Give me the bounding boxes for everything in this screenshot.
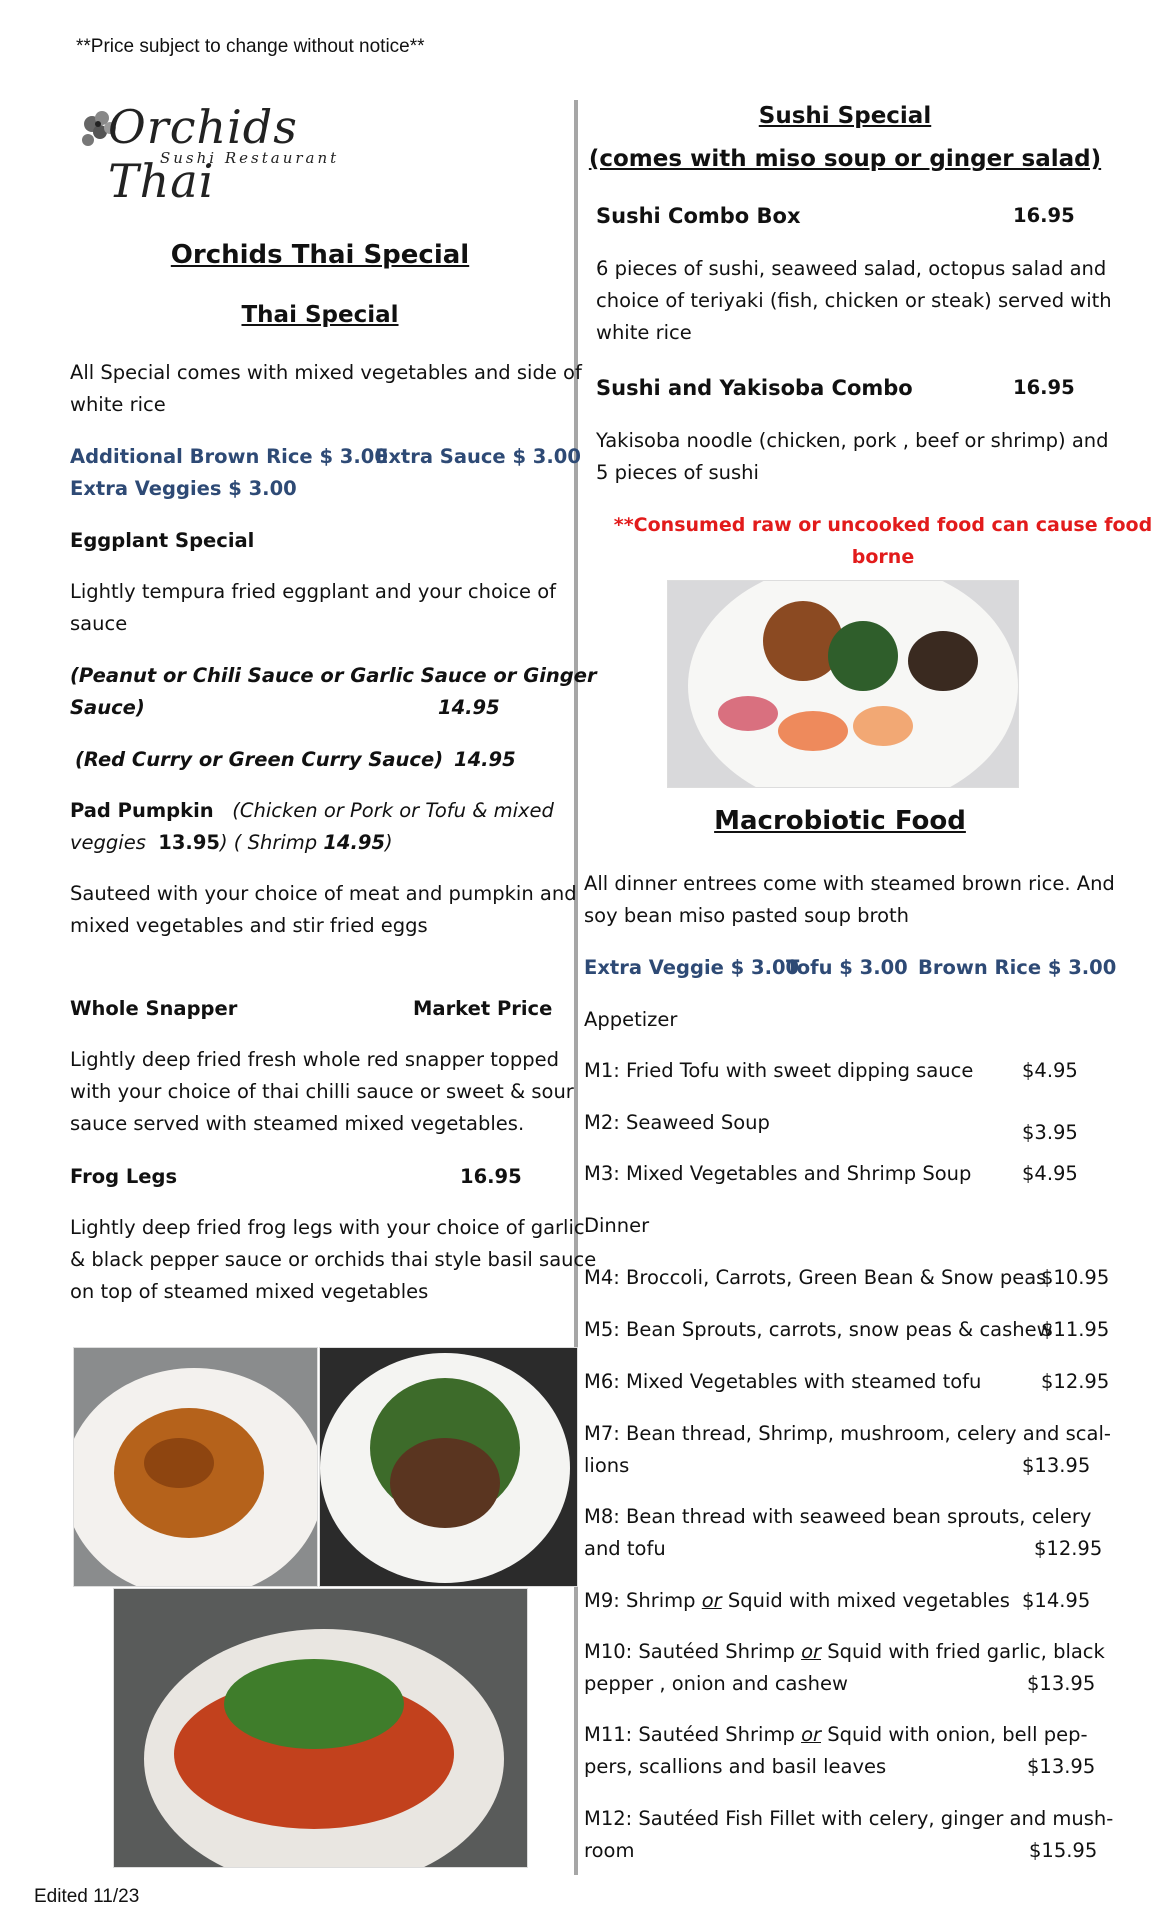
sushi-plate-photo	[667, 580, 1019, 788]
m7-price: $13.95	[1022, 1454, 1091, 1477]
fried-snapper-photo	[113, 1588, 528, 1868]
m2-name: M2: Seaweed Soup	[584, 1111, 770, 1134]
sushi-combo-box-name: Sushi Combo Box	[596, 204, 801, 228]
sushi-special-title: Sushi Special (comes with miso soup or ginger salad)	[588, 103, 1102, 172]
eggplant-option-1-price: 14.95	[438, 696, 500, 719]
eggplant-name: Eggplant Special	[70, 529, 255, 552]
m9-price: $14.95	[1022, 1589, 1091, 1612]
m12-name: M12: Sautéed Fish Fillet with celery, ginger and mush- room	[584, 1807, 1114, 1862]
m10-name: M10: Sautéed Shrimp or Squid with fried garlic, black pepper , onion and cashew	[584, 1640, 1105, 1695]
m1-price: $4.95	[1022, 1059, 1078, 1082]
whole-snapper-name: Whole Snapper	[70, 997, 238, 1020]
sushi-yakisoba-price: 16.95	[1013, 376, 1075, 399]
curry-dish-photo	[73, 1347, 318, 1587]
m3-name: M3: Mixed Vegetables and Shrimp Soup	[584, 1162, 972, 1185]
basil-dish-photo	[319, 1347, 578, 1587]
logo-name: Orchids Thai	[108, 100, 298, 208]
m10-price: $13.95	[1027, 1672, 1096, 1695]
raw-food-warning: **Consumed raw or uncooked food can cause food borne	[613, 514, 1153, 568]
dinner-label: Dinner	[584, 1214, 650, 1237]
macro-extra-brown-rice: Brown Rice $ 3.00	[918, 956, 1117, 979]
m12-price: $15.95	[1029, 1839, 1098, 1862]
eggplant-option-2-price: 14.95	[454, 748, 516, 771]
macrobiotic-intro: All dinner entrees come with steamed brown rice. And soy bean miso pasted soup broth	[584, 872, 1115, 927]
sushi-combo-box-price: 16.95	[1013, 204, 1075, 227]
sushi-combo-box-desc: 6 pieces of sushi, seaweed salad, octopus salad and choice of teriyaki (fish, chicken or steak) served with white rice	[596, 257, 1112, 344]
extra-brown-rice: Additional Brown Rice $ 3.00	[70, 445, 388, 468]
m9-name: M9: Shrimp or Squid with mixed vegetables	[584, 1589, 1010, 1612]
frog-legs-desc: Lightly deep fried frog legs with your choice of garlic & black pepper sauce or orchids thai style basil sauce on top of steamed mixed vegetables	[70, 1216, 597, 1303]
extra-sauce: Extra Sauce $ 3.00	[375, 445, 581, 468]
m2-price: $3.95	[1022, 1121, 1078, 1144]
orchids-special-title: Orchids Thai Special	[170, 240, 470, 270]
m4-price: $10.95	[1041, 1266, 1110, 1289]
macro-extra-veggie: Extra Veggie $ 3.00	[584, 956, 800, 979]
pad-pumpkin: Pad Pumpkin (Chicken or Pork or Tofu & mixed veggies 13.95) ( Shrimp 14.95)	[70, 799, 554, 854]
sushi-yakisoba-name: Sushi and Yakisoba Combo	[596, 376, 913, 400]
m6-name: M6: Mixed Vegetables with steamed tofu	[584, 1370, 982, 1393]
m5-name: M5: Bean Sprouts, carrots, snow peas & cashew	[584, 1318, 1053, 1341]
m8-price: $12.95	[1034, 1537, 1103, 1560]
m7-name: M7: Bean thread, Shrimp, mushroom, celery and scal- lions	[584, 1422, 1111, 1477]
eggplant-option-2: (Red Curry or Green Curry Sauce)	[75, 748, 444, 771]
pad-pumpkin-desc: Sauteed with your choice of meat and pumpkin and mixed vegetables and stir fried eggs	[70, 882, 577, 937]
appetizer-label: Appetizer	[584, 1008, 678, 1031]
frog-legs-name: Frog Legs	[70, 1165, 178, 1188]
whole-snapper-price: Market Price	[413, 997, 553, 1020]
edited-date: Edited 11/23	[34, 1886, 140, 1907]
thai-special-intro: All Special comes with mixed vegetables and side of white rice	[70, 361, 582, 416]
m8-name: M8: Bean thread with seaweed bean sprouts, celery and tofu	[584, 1505, 1092, 1560]
price-notice: **Price subject to change without notice**	[76, 36, 425, 57]
m11-name: M11: Sautéed Shrimp or Squid with onion, bell pep- pers, scallions and basil leaves	[584, 1723, 1088, 1778]
extra-veggies: Extra Veggies $ 3.00	[70, 477, 297, 500]
sushi-yakisoba-desc: Yakisoba noodle (chicken, pork , beef or shrimp) and 5 pieces of sushi	[596, 429, 1109, 484]
macro-extra-tofu: Tofu $ 3.00	[786, 956, 908, 979]
pad-pumpkin-name: Pad Pumpkin	[70, 799, 214, 822]
macrobiotic-title: Macrobiotic Food	[714, 806, 966, 836]
whole-snapper-desc: Lightly deep fried fresh whole red snapper topped with your choice of thai chilli sauce or sweet & sour sauce served with steamed mixed vegetables.	[70, 1048, 574, 1135]
m6-price: $12.95	[1041, 1370, 1110, 1393]
eggplant-desc: Lightly tempura fried eggplant and your choice of sauce	[70, 580, 557, 635]
m4-name: M4: Broccoli, Carrots, Green Bean & Snow peas	[584, 1266, 1047, 1289]
logo-subtitle: Sushi Restaurant	[160, 149, 340, 167]
thai-special-title: Thai Special	[241, 302, 399, 328]
frog-legs-price: 16.95	[460, 1165, 522, 1188]
m1-name: M1: Fried Tofu with sweet dipping sauce	[584, 1059, 974, 1082]
eggplant-option-1: (Peanut or Chili Sauce or Garlic Sauce or Ginger Sauce)	[70, 664, 597, 719]
m11-price: $13.95	[1027, 1755, 1096, 1778]
restaurant-logo	[78, 100, 368, 208]
m3-price: $4.95	[1022, 1162, 1078, 1185]
m5-price: $11.95	[1041, 1318, 1110, 1341]
